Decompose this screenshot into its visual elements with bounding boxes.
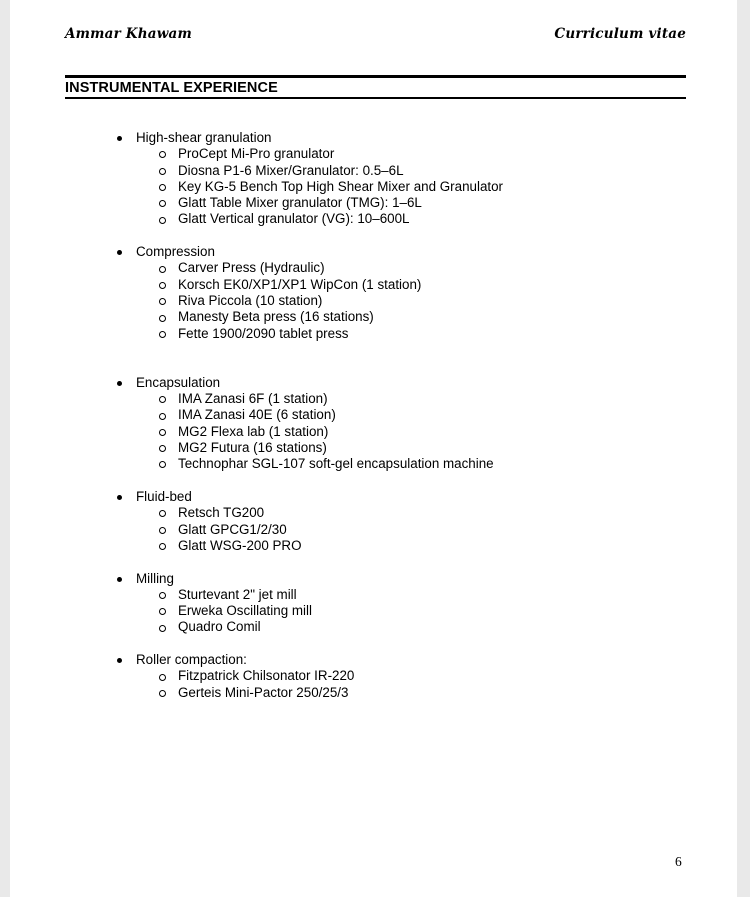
equipment-item-label: Glatt Vertical granulator (VG): 10–600L [178,211,410,227]
bullet-circle-icon [159,543,166,550]
equipment-item-row [0,424,750,440]
equipment-item-row [0,407,750,423]
equipment-item-row [0,309,750,325]
equipment-item-row [0,522,750,538]
bullet-circle-icon [159,461,166,468]
equipment-item-row [0,440,750,456]
equipment-item-row [0,505,750,521]
equipment-item-label: Riva Piccola (10 station) [178,293,323,309]
experience-section [0,652,750,701]
bullet-disc-icon [117,658,122,663]
bullet-circle-icon [159,690,166,697]
equipment-item-row [0,163,750,179]
section-title-row [0,489,750,505]
bullet-circle-icon [159,200,166,207]
equipment-item-label: Manesty Beta press (16 stations) [178,309,374,325]
equipment-item-row [0,391,750,407]
bullet-circle-icon [159,217,166,224]
experience-section [0,375,750,473]
equipment-item-label: Glatt Table Mixer granulator (TMG): 1–6L [178,195,422,211]
header-document-type: Curriculum vitae [554,26,686,42]
equipment-item-label: Quadro Comil [178,619,261,635]
bullet-circle-icon [159,282,166,289]
section-title: Fluid-bed [136,488,192,504]
bullet-circle-icon [159,266,166,273]
equipment-item-row [0,260,750,276]
bullet-disc-icon [117,136,122,141]
equipment-item-label: Erweka Oscillating mill [178,603,312,619]
section-title-row [0,571,750,587]
bullet-circle-icon [159,396,166,403]
bullet-circle-icon [159,527,166,534]
bullet-disc-icon [117,495,122,500]
bullet-circle-icon [159,413,166,420]
section-title-row [0,652,750,668]
section-title-row [0,375,750,391]
equipment-item-label: MG2 Futura (16 stations) [178,439,327,455]
header-author-name: Ammar Khawam [65,26,192,42]
equipment-item-row [0,456,750,472]
equipment-item-row [0,603,750,619]
bullet-circle-icon [159,445,166,452]
equipment-item-label: Glatt WSG-200 PRO [178,537,302,553]
bullet-circle-icon [159,331,166,338]
section-title-row [0,244,750,260]
section-title: Compression [136,244,215,260]
equipment-item-row [0,211,750,227]
equipment-item-row [0,326,750,342]
equipment-item-row [0,538,750,554]
bullet-circle-icon [159,184,166,191]
bullet-disc-icon [117,577,122,582]
equipment-item-label: Glatt GPCG1/2/30 [178,521,287,537]
equipment-item-row [0,668,750,684]
equipment-item-row [0,277,750,293]
bullet-disc-icon [117,381,122,386]
section-title: Encapsulation [136,374,221,390]
bullet-circle-icon [159,510,166,517]
bullet-disc-icon [117,250,122,255]
equipment-item-label: MG2 Flexa lab (1 station) [178,423,329,439]
equipment-item-label: IMA Zanasi 40E (6 station) [178,407,336,423]
section-title-row [0,130,750,146]
heading-rule-bottom [65,97,686,100]
equipment-item-label: ProCept Mi-Pro granulator [178,146,335,162]
equipment-item-label: Fitzpatrick Chilsonator IR-220 [178,668,355,684]
bullet-circle-icon [159,168,166,175]
section-heading: INSTRUMENTAL EXPERIENCE [65,80,278,96]
equipment-item-label: Fette 1900/2090 tablet press [178,325,349,341]
equipment-item-row [0,195,750,211]
experience-section [0,489,750,554]
bullet-circle-icon [159,315,166,322]
equipment-item-label: IMA Zanasi 6F (1 station) [178,391,328,407]
equipment-item-row [0,146,750,162]
bullet-circle-icon [159,592,166,599]
equipment-item-label: Technophar SGL-107 soft-gel encapsulation machine [178,456,494,472]
equipment-item-row [0,179,750,195]
experience-section [0,571,750,636]
equipment-item-row [0,293,750,309]
experience-section [0,130,750,228]
section-title: Milling [136,570,174,586]
equipment-item-label: Retsch TG200 [178,505,265,521]
equipment-item-label: Korsch EK0/XP1/XP1 WipCon (1 station) [178,276,422,292]
equipment-item-row [0,587,750,603]
equipment-item-row [0,619,750,635]
equipment-item-label: Sturtevant 2" jet mill [178,586,297,602]
experience-list [0,130,750,701]
experience-section [0,244,750,342]
bullet-circle-icon [159,608,166,615]
equipment-item-label: Diosna P1-6 Mixer/Granulator: 0.5–6L [178,162,404,178]
bullet-circle-icon [159,674,166,681]
page-number: 6 [675,854,682,869]
section-title: High-shear granulation [136,130,272,145]
bullet-circle-icon [159,151,166,158]
bullet-circle-icon [159,429,166,436]
equipment-item-label: Gerteis Mini-Pactor 250/25/3 [178,684,349,700]
heading-rule-top [65,75,686,78]
equipment-item-row [0,685,750,701]
bullet-circle-icon [159,625,166,632]
section-title: Roller compaction: [136,652,247,668]
bullet-circle-icon [159,298,166,305]
equipment-item-label: Key KG-5 Bench Top High Shear Mixer and Granulator [178,178,504,194]
equipment-item-label: Carver Press (Hydraulic) [178,260,325,276]
